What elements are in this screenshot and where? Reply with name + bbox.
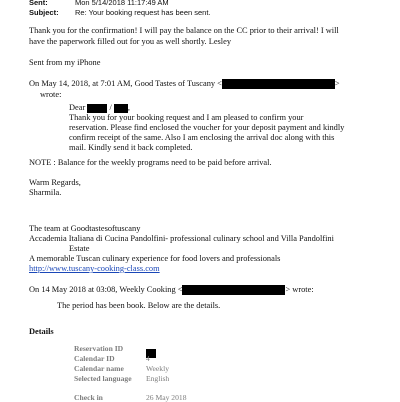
quote1-wrote: wrote: [40,90,62,99]
footer-academy-1: Accademia Italiana di Cucina Pandolfini- professional culinary school and Villa Pandolfini [29,234,334,243]
website-link[interactable]: http://www.tuscany-cooking-class.com [29,264,160,273]
quote1-intro: On May 14, 2018, at 7:01 AM, Good Tastes of Tuscany < > [29,79,340,88]
quote1-sender-name: Sharmila. [29,188,62,197]
quote1-note: NOTE : Balance for the weekly programs need to be paid before arrival. [29,158,272,167]
quote1-body-2: reservation. Please find enclosed the voucher for your deposit payment and kindly [69,123,345,132]
redacted-name [87,104,107,113]
redacted-email [182,285,285,295]
reply-signature: Sent from my iPhone [29,58,101,67]
quote1-greeting: Dear / , [69,103,130,112]
sent-label: Sent: [29,0,48,7]
details-title: Details [29,327,54,336]
subject-label: Subject: [29,8,59,17]
reply-line-1: Thank you for the confirmation! I will pay the balance on the CC prior to their arrival! I will [29,26,339,35]
detail-label-checkin: Check in [74,393,103,402]
detail-label: Reservation ID [74,344,124,353]
detail-label: Calendar name [74,364,124,373]
quote1-body-3: confirm receipt of the same. Also I am enclosing the arrival doc along with this [69,133,335,142]
reply-line-2: have the paperwork filled out for you as well shortly. Lesley [29,37,232,46]
quote2-intro: On 14 May 2018 at 03:08, Weekly Cooking < > wrote: [29,285,314,294]
detail-value: 4 [146,354,150,363]
footer-tagline: A memorable Tuscan culinary experience for food lovers and professionals [29,254,281,263]
redacted-email [222,79,335,89]
footer-team: The team at Goodtastesoftuscany [29,224,141,233]
detail-value-checkin: 26 May 2018 [146,393,187,402]
redacted-name [114,104,128,113]
subject-value: Re: Your booking request has been sent. [75,8,211,17]
quote1-body-1: Thank you for your booking request and I am pleased to confirm your [69,113,304,122]
detail-value: Weekly [146,364,170,373]
detail-value: English [146,374,170,383]
quote1-regards: Warm Regards, [29,178,81,187]
quote1-body-4: mail. Kindly send it back completed. [69,143,193,152]
footer-academy-2: Estate [69,244,90,253]
quote2-line: The period has been book. Below are the details. [57,301,221,310]
detail-label: Selected language [74,374,132,383]
detail-label: Calendar ID [74,354,115,363]
sent-value: Mon 5/14/2018 11:17:49 AM [75,0,169,7]
